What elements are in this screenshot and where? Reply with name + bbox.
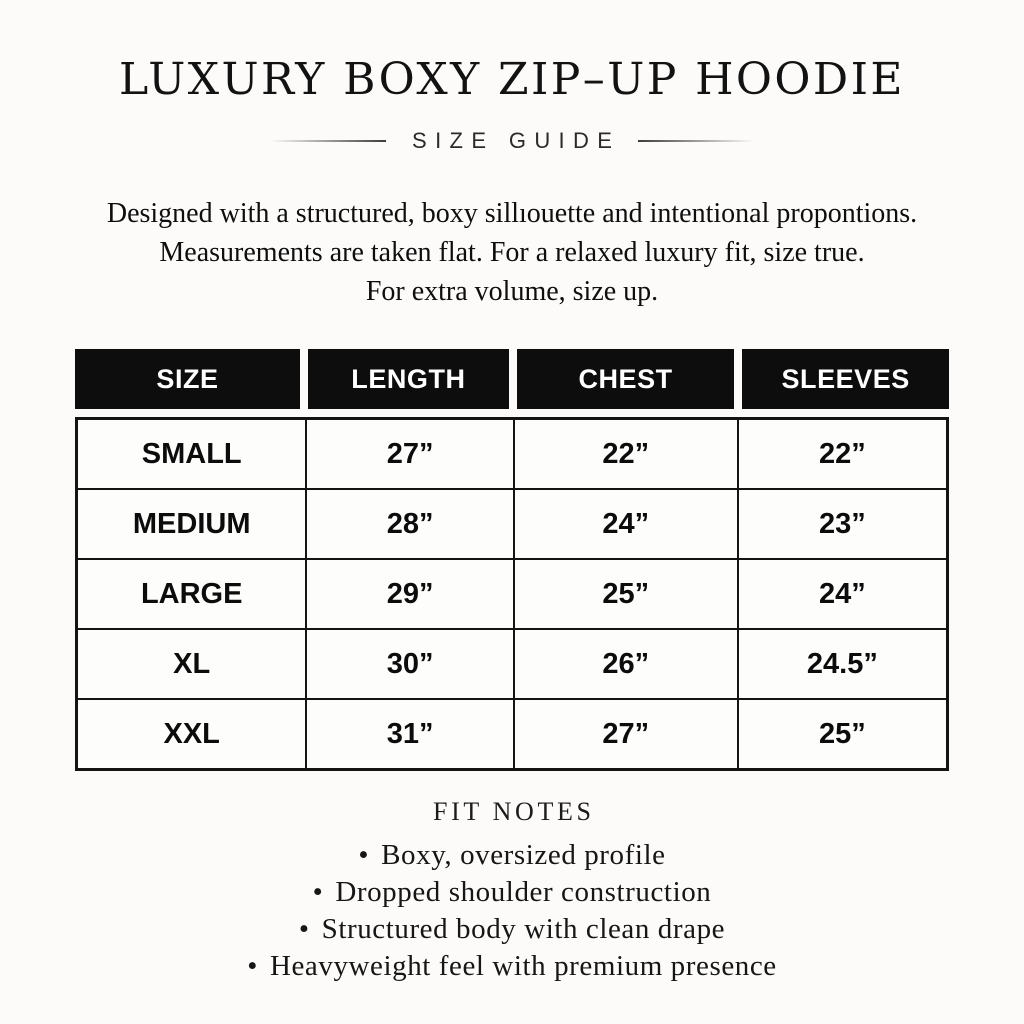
table-row-medium xyxy=(78,488,946,558)
fit-notes xyxy=(0,797,1024,985)
fit-note-item xyxy=(0,874,1024,911)
intro-line: Designed with a structured, boxy sillıouette and intentional propontions. xyxy=(106,198,918,230)
table-row-small xyxy=(78,420,946,488)
intro-text xyxy=(0,194,1024,311)
size-table xyxy=(75,349,949,771)
cell-length: 27” xyxy=(305,420,512,488)
cell-sleeves: 24” xyxy=(737,560,946,628)
decorative-rule-left xyxy=(270,140,386,142)
column-header-chest: CHEST xyxy=(517,349,734,409)
cell-chest: 26” xyxy=(513,630,737,698)
cell-size: MEDIUM xyxy=(132,507,251,540)
intro-line: For extra volume, size up. xyxy=(365,276,659,308)
cell-sleeves: 22” xyxy=(737,420,946,488)
cell-chest: 25” xyxy=(513,560,737,628)
fit-note-item xyxy=(0,948,1024,985)
cell-size: LARGE xyxy=(140,577,243,610)
subtitle-row xyxy=(0,128,1024,154)
cell-sleeves: 24.5” xyxy=(737,630,946,698)
bullet-icon: • xyxy=(358,839,370,872)
cell-chest: 27” xyxy=(513,700,737,768)
fit-notes-list xyxy=(0,837,1024,985)
table-row-xxl xyxy=(78,698,946,768)
cell-size: XL xyxy=(173,647,211,680)
bullet-icon: • xyxy=(247,950,258,983)
cell-length: 31” xyxy=(305,700,512,768)
cell-sleeves: 25” xyxy=(737,700,946,768)
bullet-icon: • xyxy=(312,876,324,909)
fit-note-item xyxy=(0,837,1024,874)
cell-length: 30” xyxy=(305,630,512,698)
table-row-large xyxy=(78,558,946,628)
table-row-xl xyxy=(78,628,946,698)
cell-sleeves: 23” xyxy=(737,490,946,558)
fit-note-text: Heavyweight feel with premium presence xyxy=(269,950,777,983)
size-table-header xyxy=(75,349,949,409)
decorative-rule-right xyxy=(638,140,754,142)
bullet-icon: • xyxy=(298,913,310,946)
cell-length: 29” xyxy=(305,560,512,628)
intro-line: Measurements are taken flat. For a relaxed luxury fit, size true. xyxy=(159,237,865,269)
cell-size: XXL xyxy=(163,717,220,750)
fit-note-text: Boxy, oversized profile xyxy=(381,839,666,872)
cell-length: 28” xyxy=(305,490,512,558)
page-title: LUXURY BOXY ZIP–UP HOODIE xyxy=(119,54,905,105)
fit-note-text: Dropped shoulder construction xyxy=(335,876,712,909)
column-header-sleeves: SLEEVES xyxy=(742,349,949,409)
cell-size: SMALL xyxy=(141,437,242,470)
fit-notes-title: FIT NOTES xyxy=(433,797,595,827)
fit-note-text: Structured body with clean drape xyxy=(321,913,726,946)
size-table-body xyxy=(75,417,949,771)
column-header-length: LENGTH xyxy=(308,349,509,409)
cell-chest: 24” xyxy=(513,490,737,558)
cell-chest: 22” xyxy=(513,420,737,488)
page-subtitle: SIZE GUIDE xyxy=(412,128,621,154)
fit-note-item xyxy=(0,911,1024,948)
column-header-size: SIZE xyxy=(75,349,300,409)
